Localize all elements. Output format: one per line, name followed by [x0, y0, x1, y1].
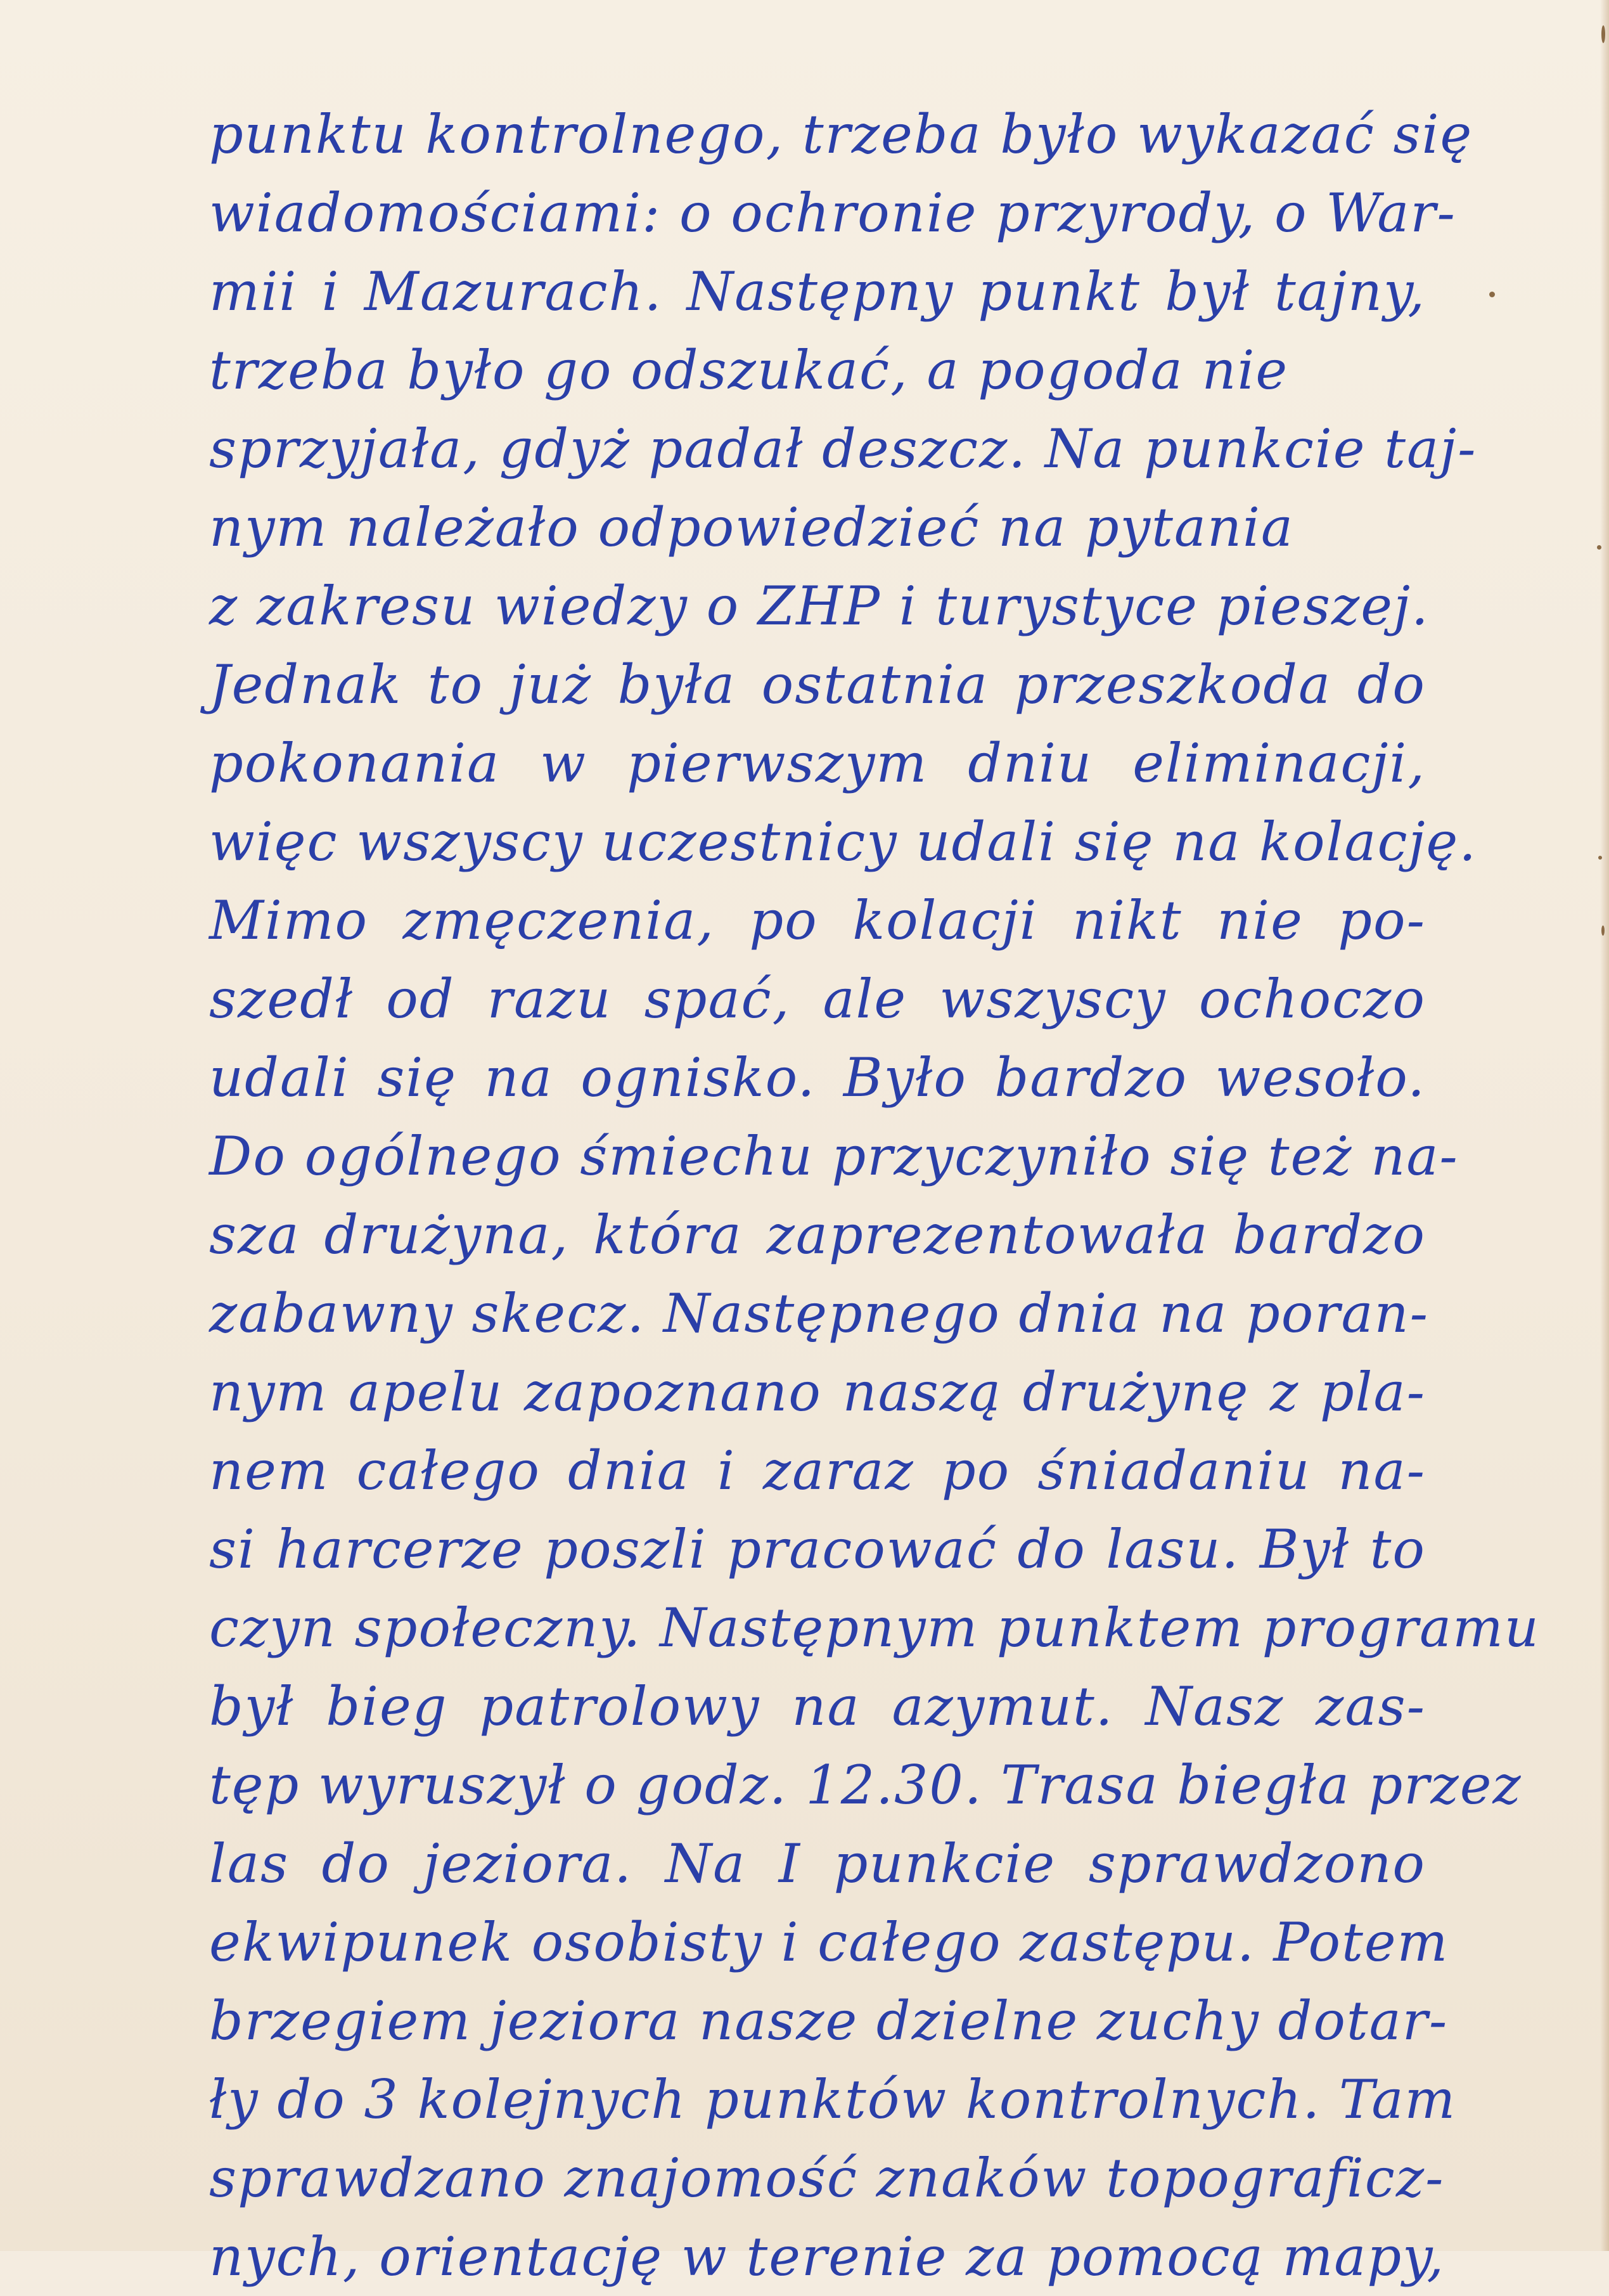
- paper-speck: [1489, 292, 1495, 297]
- text-line: trzeba było go odszukać, a pogoda nie: [209, 339, 1289, 401]
- text-line: nych, orientację w terenie za pomocą mapy,: [209, 2226, 1446, 2288]
- text-line: si harcerze poszli pracować do lasu. Był to: [209, 1518, 1426, 1580]
- text-line: nem całego dnia i zaraz po śniadaniu na-: [209, 1440, 1426, 1502]
- text-line: nym apelu zapoznano naszą drużynę z pla-: [209, 1361, 1426, 1423]
- text-line: więc wszyscy uczestnicy udali się na kolację.: [209, 811, 1477, 873]
- page-edge-shadow: [1600, 0, 1609, 2251]
- handwritten-text: [209, 95, 1540, 2296]
- text-line: był bieg patrolowy na azymut. Nasz zas-: [209, 1675, 1426, 1738]
- text-line: szedł od razu spać, ale wszyscy ochoczo: [209, 968, 1426, 1030]
- text-line: Jednak to już była ostatnia przeszkoda do: [209, 654, 1426, 716]
- text-line: zabawny skecz. Następnego dnia na poran-: [209, 1282, 1430, 1345]
- text-line: las do jeziora. Na I punkcie sprawdzono: [209, 1833, 1426, 1895]
- text-line: z zakresu wiedzy o ZHP i turystyce pieszej.: [209, 575, 1430, 637]
- text-line: ekwipunek osobisty i całego zastępu. Potem: [209, 1911, 1449, 1973]
- text-line: udali się na ognisko. Było bardzo wesoło.: [209, 1047, 1426, 1109]
- text-line: tęp wyruszył o godz. 12.30. Trasa biegła przez: [209, 1754, 1522, 1816]
- text-line: Do ogólnego śmiechu przyczyniło się też na-: [209, 1125, 1459, 1187]
- text-line: pokonania w pierwszym dniu eliminacji,: [209, 732, 1426, 794]
- paper-speck: [1601, 925, 1605, 936]
- text-line: punktu kontrolnego, trzeba było wykazać się: [209, 103, 1473, 165]
- paper-speck: [1601, 25, 1605, 43]
- text-line: Mimo zmęczenia, po kolacji nikt nie po-: [209, 889, 1426, 951]
- text-line: sza drużyna, która zaprezentowała bardzo: [209, 1204, 1426, 1266]
- text-line: nym należało odpowiedzieć na pytania: [209, 496, 1295, 558]
- paper-speck: [1597, 545, 1601, 550]
- text-line: brzegiem jeziora nasze dzielne zuchy dotar-: [209, 1990, 1449, 2052]
- text-line: czyn społeczny. Następnym punktem programu: [209, 1597, 1540, 1659]
- text-line: mii i Mazurach. Następny punkt był tajny,: [209, 261, 1426, 323]
- text-line: sprawdzano znajomość znaków topograficz-: [209, 2147, 1445, 2209]
- paper-speck: [1598, 856, 1602, 860]
- text-line: wiadomościami: o ochronie przyrody, o War-: [209, 182, 1456, 244]
- text-line: sprzyjała, gdyż padał deszcz. Na punkcie taj-: [209, 418, 1477, 480]
- text-line: ły do 3 kolejnych punktów kontrolnych. Tam: [209, 2068, 1457, 2131]
